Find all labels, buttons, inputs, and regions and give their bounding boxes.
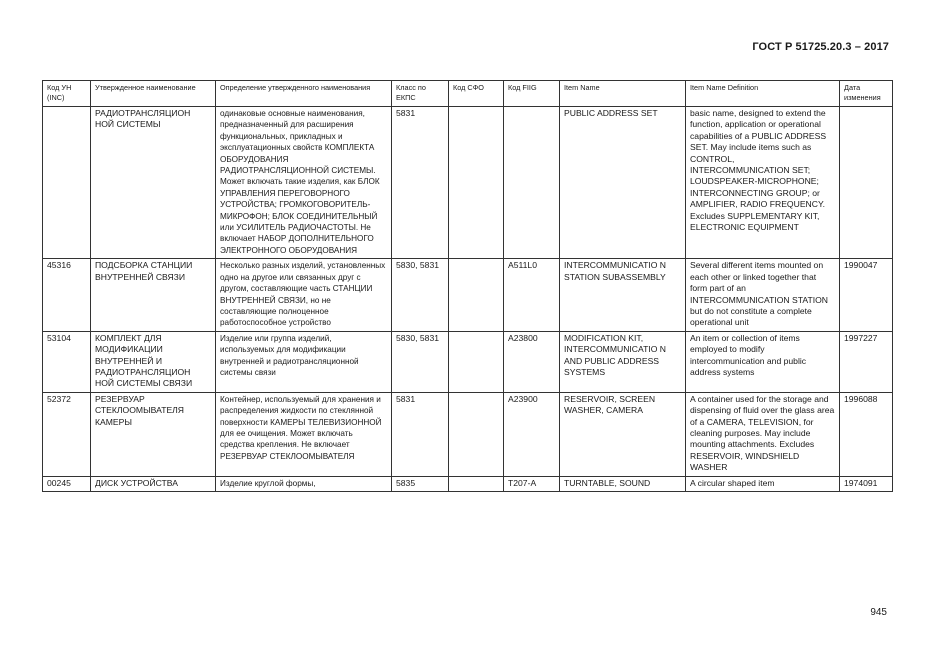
cell-item-name: MODIFICATION KIT, INTERCOMMUNICATIO N AND PUBLIC ADDRESS SYSTEMS xyxy=(560,331,686,392)
cell-date xyxy=(840,107,893,259)
cell-item-def: basic name, designed to extend the function, application or operational capabilities of a PUBLIC ADDRESS SET. May include items such as CONTROL, INTERCOMMUNICATION SET; LOUDSPEAKER-MICROPHONE; INTERCONNECTING GROUP; or AMPLIFIER, RADIO FREQUENCY. Excludes SUPPLEMENTARY KIT, ELECTRONIC EQUIPMENT xyxy=(686,107,840,259)
cell-def-ru: Изделие круглой формы, xyxy=(216,476,392,491)
cell-name-ru: ДИСК УСТРОЙСТВА xyxy=(91,476,216,491)
cell-item-name: INTERCOMMUNICATIO N STATION SUBASSEMBLY xyxy=(560,259,686,331)
cell-def-ru: Контейнер, используемый для хранения и распределения жидкости по стеклянной поверхности КАМЕРЫ ТЕЛЕВИЗИОННОЙ для ее очищения. Может включать средства крепления. Не включает РЕЗЕРВУАР СТЕКЛООМЫВАТЕЛЯ xyxy=(216,392,392,476)
cell-sfo xyxy=(449,392,504,476)
cell-fiig xyxy=(504,107,560,259)
cell-def-ru: одинаковые основные наименования, предназначенный для расширения функциональных, прикладных и эксплуатационных свойств КОМПЛЕКТА ОБОРУДОВАНИЯ РАДИОТРАНСЛЯЦИОННОЙ СИСТЕМЫ. Может включать такие изделия, как БЛОК УПРАВЛЕНИЯ ПЕРЕГОВОРНОГО УСТРОЙСТВА; ГРОМКОГОВОРИТЕЛЬ-МИКРОФОН; БЛОК СОЕДИНИТЕЛЬНЫЙ или УСИЛИТЕЛЬ РАДИОЧАСТОТЫ. Не включает НАБОР ДОПОЛНИТЕЛЬНОГО ЭЛЕКТРОННОГО ОБОРУДОВАНИЯ xyxy=(216,107,392,259)
cell-class: 5835 xyxy=(392,476,449,491)
classification-table xyxy=(42,80,893,492)
col-header-item-def: Item Name Definition xyxy=(686,81,840,107)
cell-sfo xyxy=(449,107,504,259)
cell-item-name: RESERVOIR, SCREEN WASHER, CAMERA xyxy=(560,392,686,476)
cell-name-ru: КОМПЛЕКТ ДЛЯ МОДИФИКАЦИИ ВНУТРЕННЕЙ И РАДИОТРАНСЛЯЦИОН НОЙ СИСТЕМЫ СВЯЗИ xyxy=(91,331,216,392)
cell-item-def: A container used for the storage and dispensing of fluid over the glass area of a CAMERA, TELEVISION, for cleaning purposes. May include mounting attachments. Excludes RESERVOIR, WINDSHIELD WASHER xyxy=(686,392,840,476)
col-header-date: Дата изменения xyxy=(840,81,893,107)
table-row xyxy=(43,392,893,476)
cell-class: 5831 xyxy=(392,392,449,476)
col-header-item-name: Item Name xyxy=(560,81,686,107)
cell-sfo xyxy=(449,476,504,491)
cell-inc: 00245 xyxy=(43,476,91,491)
cell-item-def: Several different items mounted on each other or linked together that form part of an INTERCOMMUNICATION STATION but do not constitute a complete operational unit xyxy=(686,259,840,331)
table-header-row xyxy=(43,81,893,107)
cell-name-ru: ПОДСБОРКА СТАНЦИИ ВНУТРЕННЕЙ СВЯЗИ xyxy=(91,259,216,331)
cell-def-ru: Несколько разных изделий, установленных одно на другое или связанных друг с другом, составляющие часть СТАНЦИИ ВНУТРЕННЕЙ СВЯЗИ, но не составляющие полноценное работоспособное устройство xyxy=(216,259,392,331)
col-header-fiig: Код FIIG xyxy=(504,81,560,107)
table-row xyxy=(43,107,893,259)
cell-name-ru: РЕЗЕРВУАР СТЕКЛООМЫВАТЕЛЯ КАМЕРЫ xyxy=(91,392,216,476)
cell-date: 1997227 xyxy=(840,331,893,392)
cell-fiig: A23900 xyxy=(504,392,560,476)
cell-class: 5830, 5831 xyxy=(392,259,449,331)
cell-date: 1974091 xyxy=(840,476,893,491)
cell-item-def: A circular shaped item xyxy=(686,476,840,491)
page-number: 945 xyxy=(870,607,887,618)
cell-inc xyxy=(43,107,91,259)
cell-item-name: TURNTABLE, SOUND xyxy=(560,476,686,491)
cell-def-ru: Изделие или группа изделий, используемых для модификации внутренней и радиотрансляционной системы связи xyxy=(216,331,392,392)
col-header-def-ru: Определение утвержденного наименования xyxy=(216,81,392,107)
cell-fiig: T207-A xyxy=(504,476,560,491)
table-row xyxy=(43,476,893,491)
cell-name-ru: РАДИОТРАНСЛЯЦИОН НОЙ СИСТЕМЫ xyxy=(91,107,216,259)
col-header-name-ru: Утвержденное наименование xyxy=(91,81,216,107)
cell-fiig: A511L0 xyxy=(504,259,560,331)
cell-inc: 53104 xyxy=(43,331,91,392)
cell-class: 5830, 5831 xyxy=(392,331,449,392)
cell-item-name: PUBLIC ADDRESS SET xyxy=(560,107,686,259)
cell-date: 1996088 xyxy=(840,392,893,476)
document-standard-title: ГОСТ Р 51725.20.3 – 2017 xyxy=(752,41,889,53)
cell-item-def: An item or collection of items employed to modify intercommunication and public address systems xyxy=(686,331,840,392)
cell-inc: 45316 xyxy=(43,259,91,331)
cell-sfo xyxy=(449,259,504,331)
cell-fiig: A23800 xyxy=(504,331,560,392)
cell-sfo xyxy=(449,331,504,392)
cell-class: 5831 xyxy=(392,107,449,259)
cell-date: 1990047 xyxy=(840,259,893,331)
cell-inc: 52372 xyxy=(43,392,91,476)
table-row xyxy=(43,331,893,392)
col-header-inc: Код УН (INC) xyxy=(43,81,91,107)
table-row xyxy=(43,259,893,331)
col-header-class: Класс по ЕКПС xyxy=(392,81,449,107)
col-header-sfo: Код СФО xyxy=(449,81,504,107)
